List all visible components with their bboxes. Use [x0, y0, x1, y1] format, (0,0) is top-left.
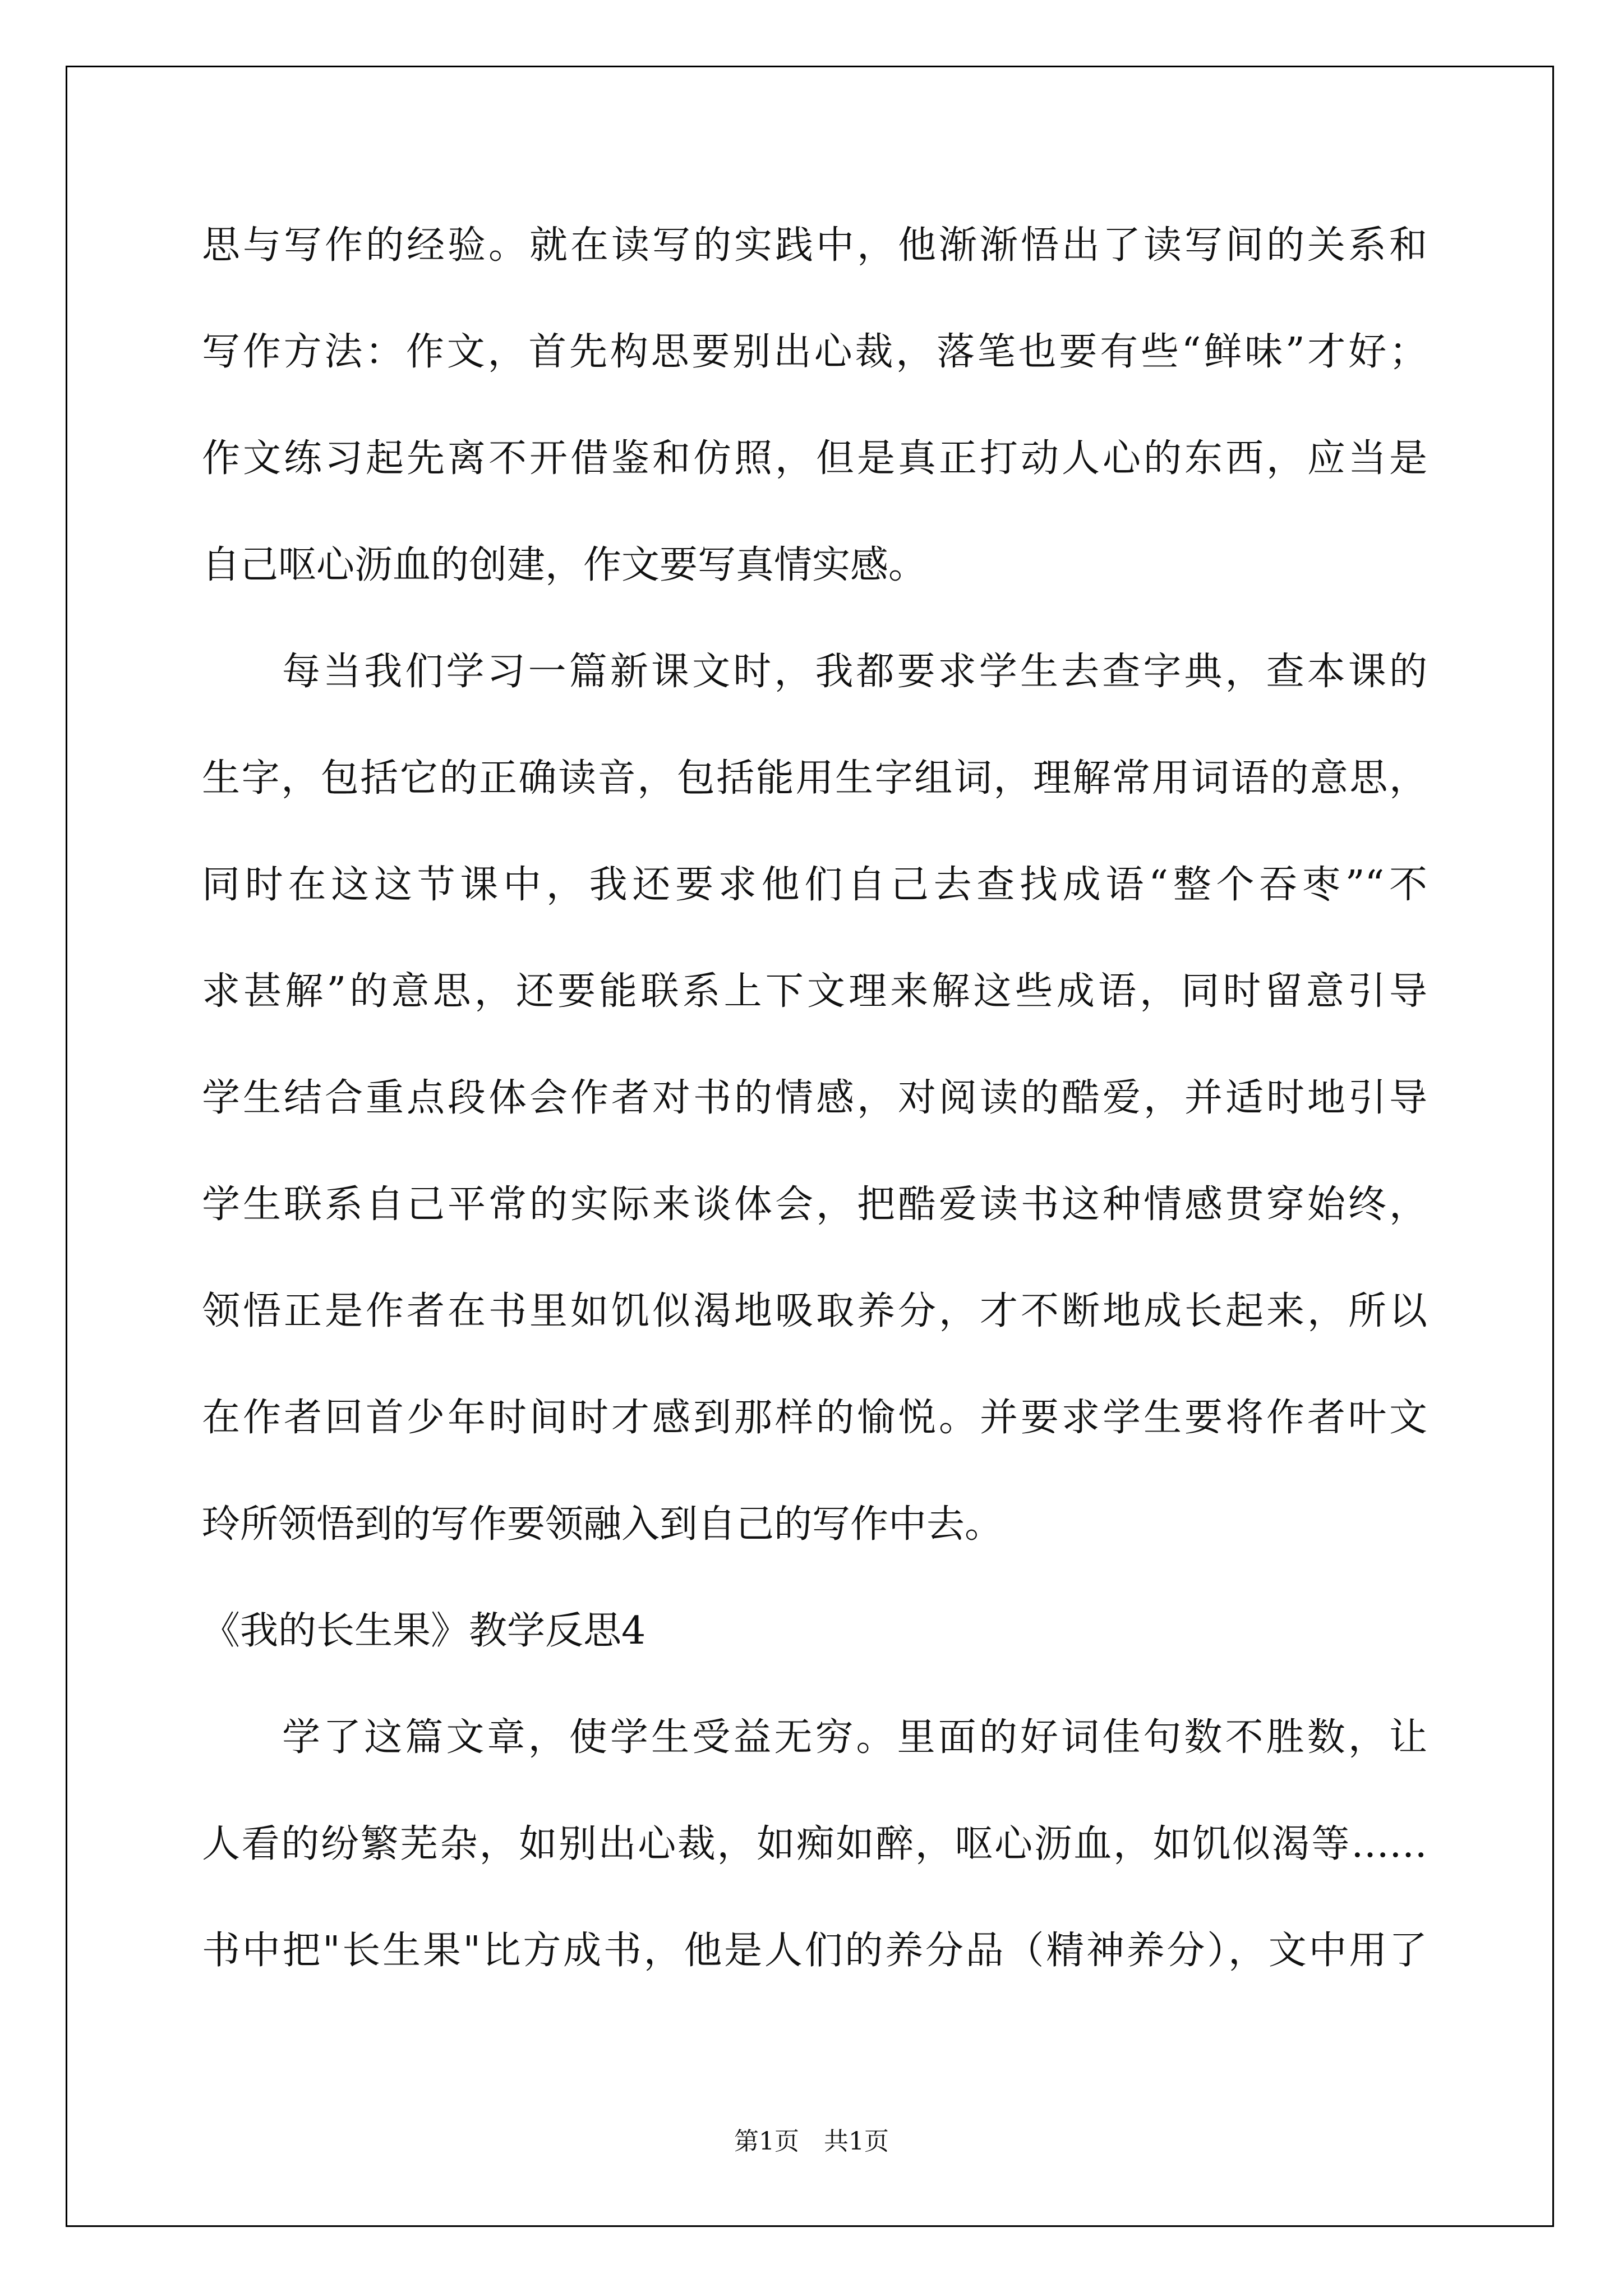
- text-line: 自己呕心沥血的创建，作文要写真情实感。: [202, 543, 927, 587]
- text-line: 学了这篇文章，使学生受益无穷。里面的好词佳句数不胜数，让: [282, 1715, 1427, 1760]
- page-footer-label: 第1页 共1页: [734, 2127, 889, 2156]
- text-line: 领悟正是作者在书里如饥似渴地吸取养分，才不断地成长起来，所以: [202, 1289, 1427, 1333]
- text-line: 写作方法：作文，首先构思要别出心裁，落笔也要有些“鲜味”才好；: [202, 330, 1427, 374]
- text-line: 在作者回首少年时间时才感到那样的愉悦。并要求学生要将作者叶文: [202, 1396, 1427, 1440]
- text-line: 生字，包括它的正确读音，包括能用生字组词，理解常用词语的意思，: [202, 756, 1427, 800]
- text-line: 求甚解”的意思，还要能联系上下文理来解这些成语，同时留意引导: [202, 969, 1427, 1014]
- text-line: 作文练习起先离不开借鉴和仿照，但是真正打动人心的东西，应当是: [202, 436, 1427, 481]
- text-line: 书中把"长生果"比方成书，他是人们的养分品（精神养分），文中用了: [202, 1929, 1427, 1973]
- text-line: 学生结合重点段体会作者对书的情感，对阅读的酷爱，并适时地引导: [202, 1076, 1427, 1120]
- section-heading: 《我的长生果》教学反思4: [202, 1609, 646, 1653]
- text-line: 同时在这这节课中，我还要求他们自己去查找成语“整个吞枣”“不: [202, 863, 1427, 907]
- text-line: 学生联系自己平常的实际来谈体会，把酷爱读书这种情感贯穿始终，: [202, 1182, 1427, 1227]
- text-line: 每当我们学习一篇新课文时，我都要求学生去查字典，查本课的: [282, 650, 1427, 694]
- text-line: 思与写作的经验。就在读写的实践中，他渐渐悟出了读写间的关系和: [202, 223, 1427, 268]
- text-line: 人看的纷繁芜杂，如别出心裁，如痴如醉，呕心沥血，如饥似渴等……: [202, 1822, 1427, 1866]
- text-line: 玲所领悟到的写作要领融入到自己的写作中去。: [202, 1502, 1003, 1547]
